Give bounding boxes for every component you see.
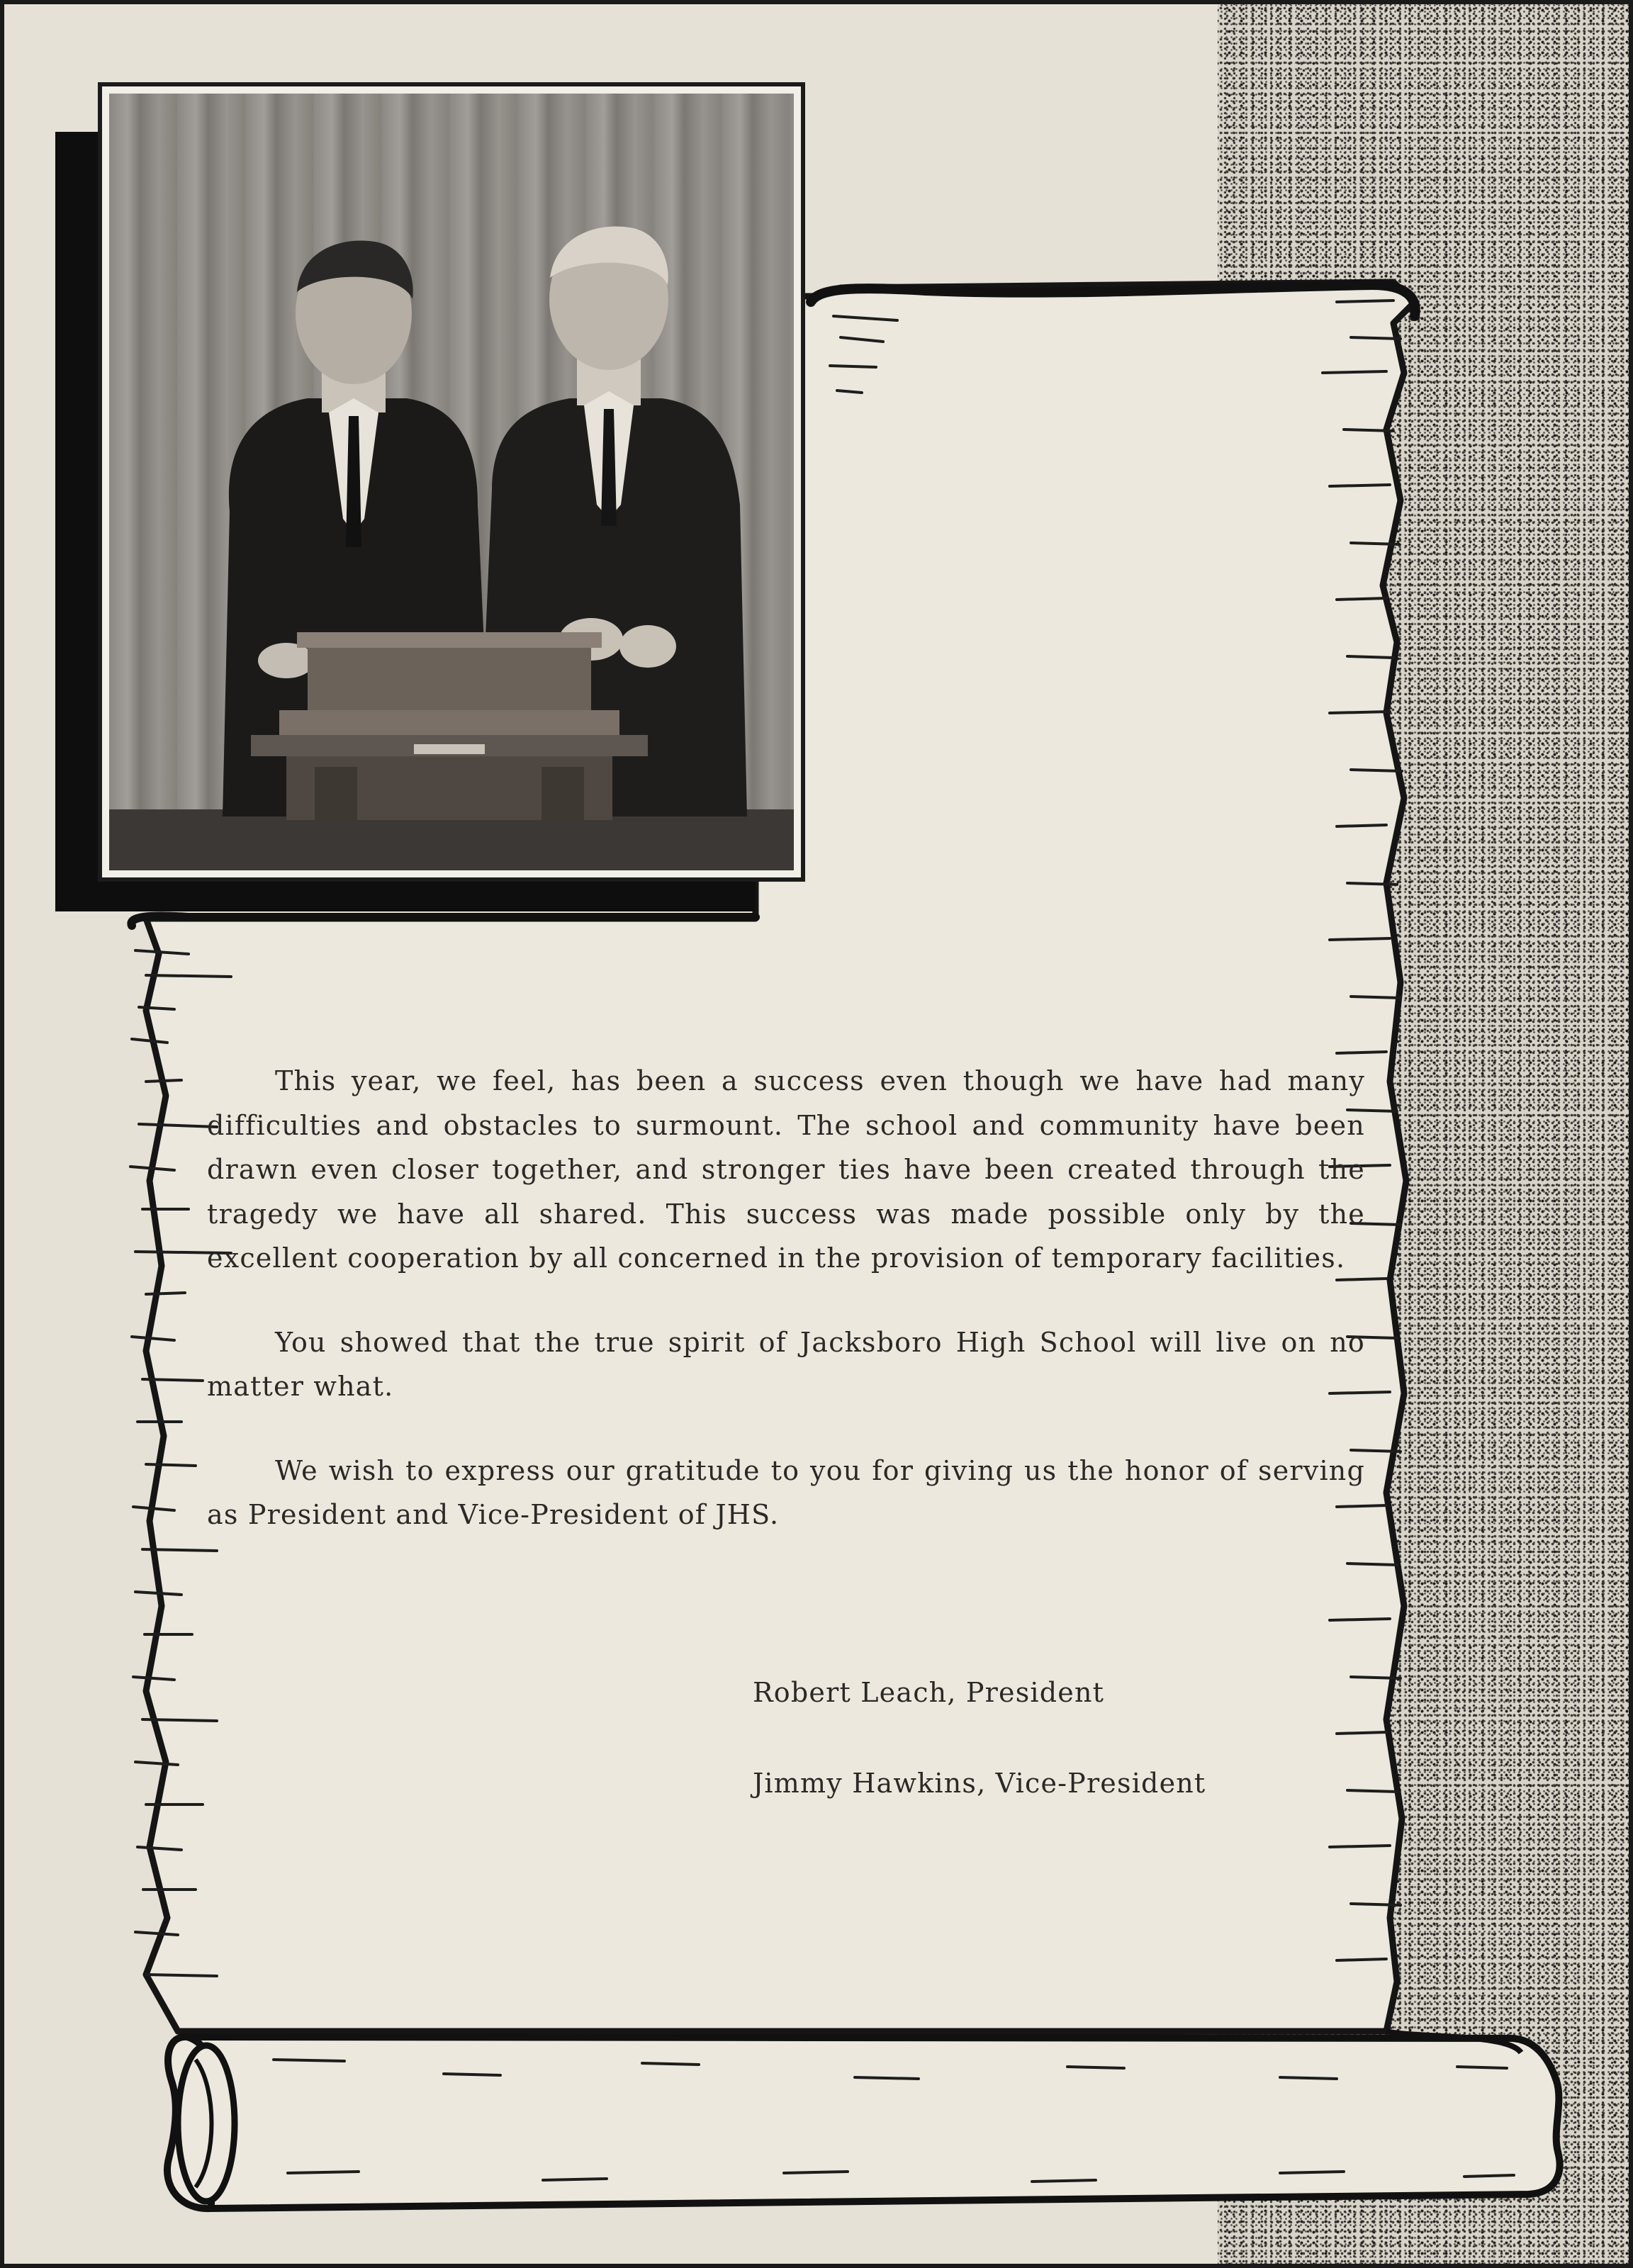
signature-president: Robert Leach, President <box>753 1677 1105 1708</box>
letter-paragraph: We wish to express our gratitude to you for giving us the honor of serving as President and Vice-President of JHS. <box>207 1454 1365 1530</box>
scroll-roll-end-cap <box>178 2045 235 2201</box>
photo-frame <box>98 82 805 882</box>
scroll-bottom-roll <box>167 2037 1560 2208</box>
signature-vice-president: Jimmy Hawkins, Vice-President <box>753 1768 1206 1799</box>
letter-body <box>207 1059 1365 1577</box>
letter-paragraph: You showed that the true spirit of Jacksboro High School will live on no matter what. <box>207 1326 1365 1402</box>
yearbook-page <box>4 4 1629 2264</box>
officers-photo <box>109 94 794 870</box>
podium <box>251 632 648 820</box>
letter-paragraph: This year, we feel, has been a success even though we have had many difficulties and obstacles to surmount. The school and community have been drawn even closer together, and stronger ties have been created through the tragedy we have all shared. This success was made possible only by the excellent cooperation by all concerned in the provision of temporary facilities. <box>207 1065 1365 1274</box>
